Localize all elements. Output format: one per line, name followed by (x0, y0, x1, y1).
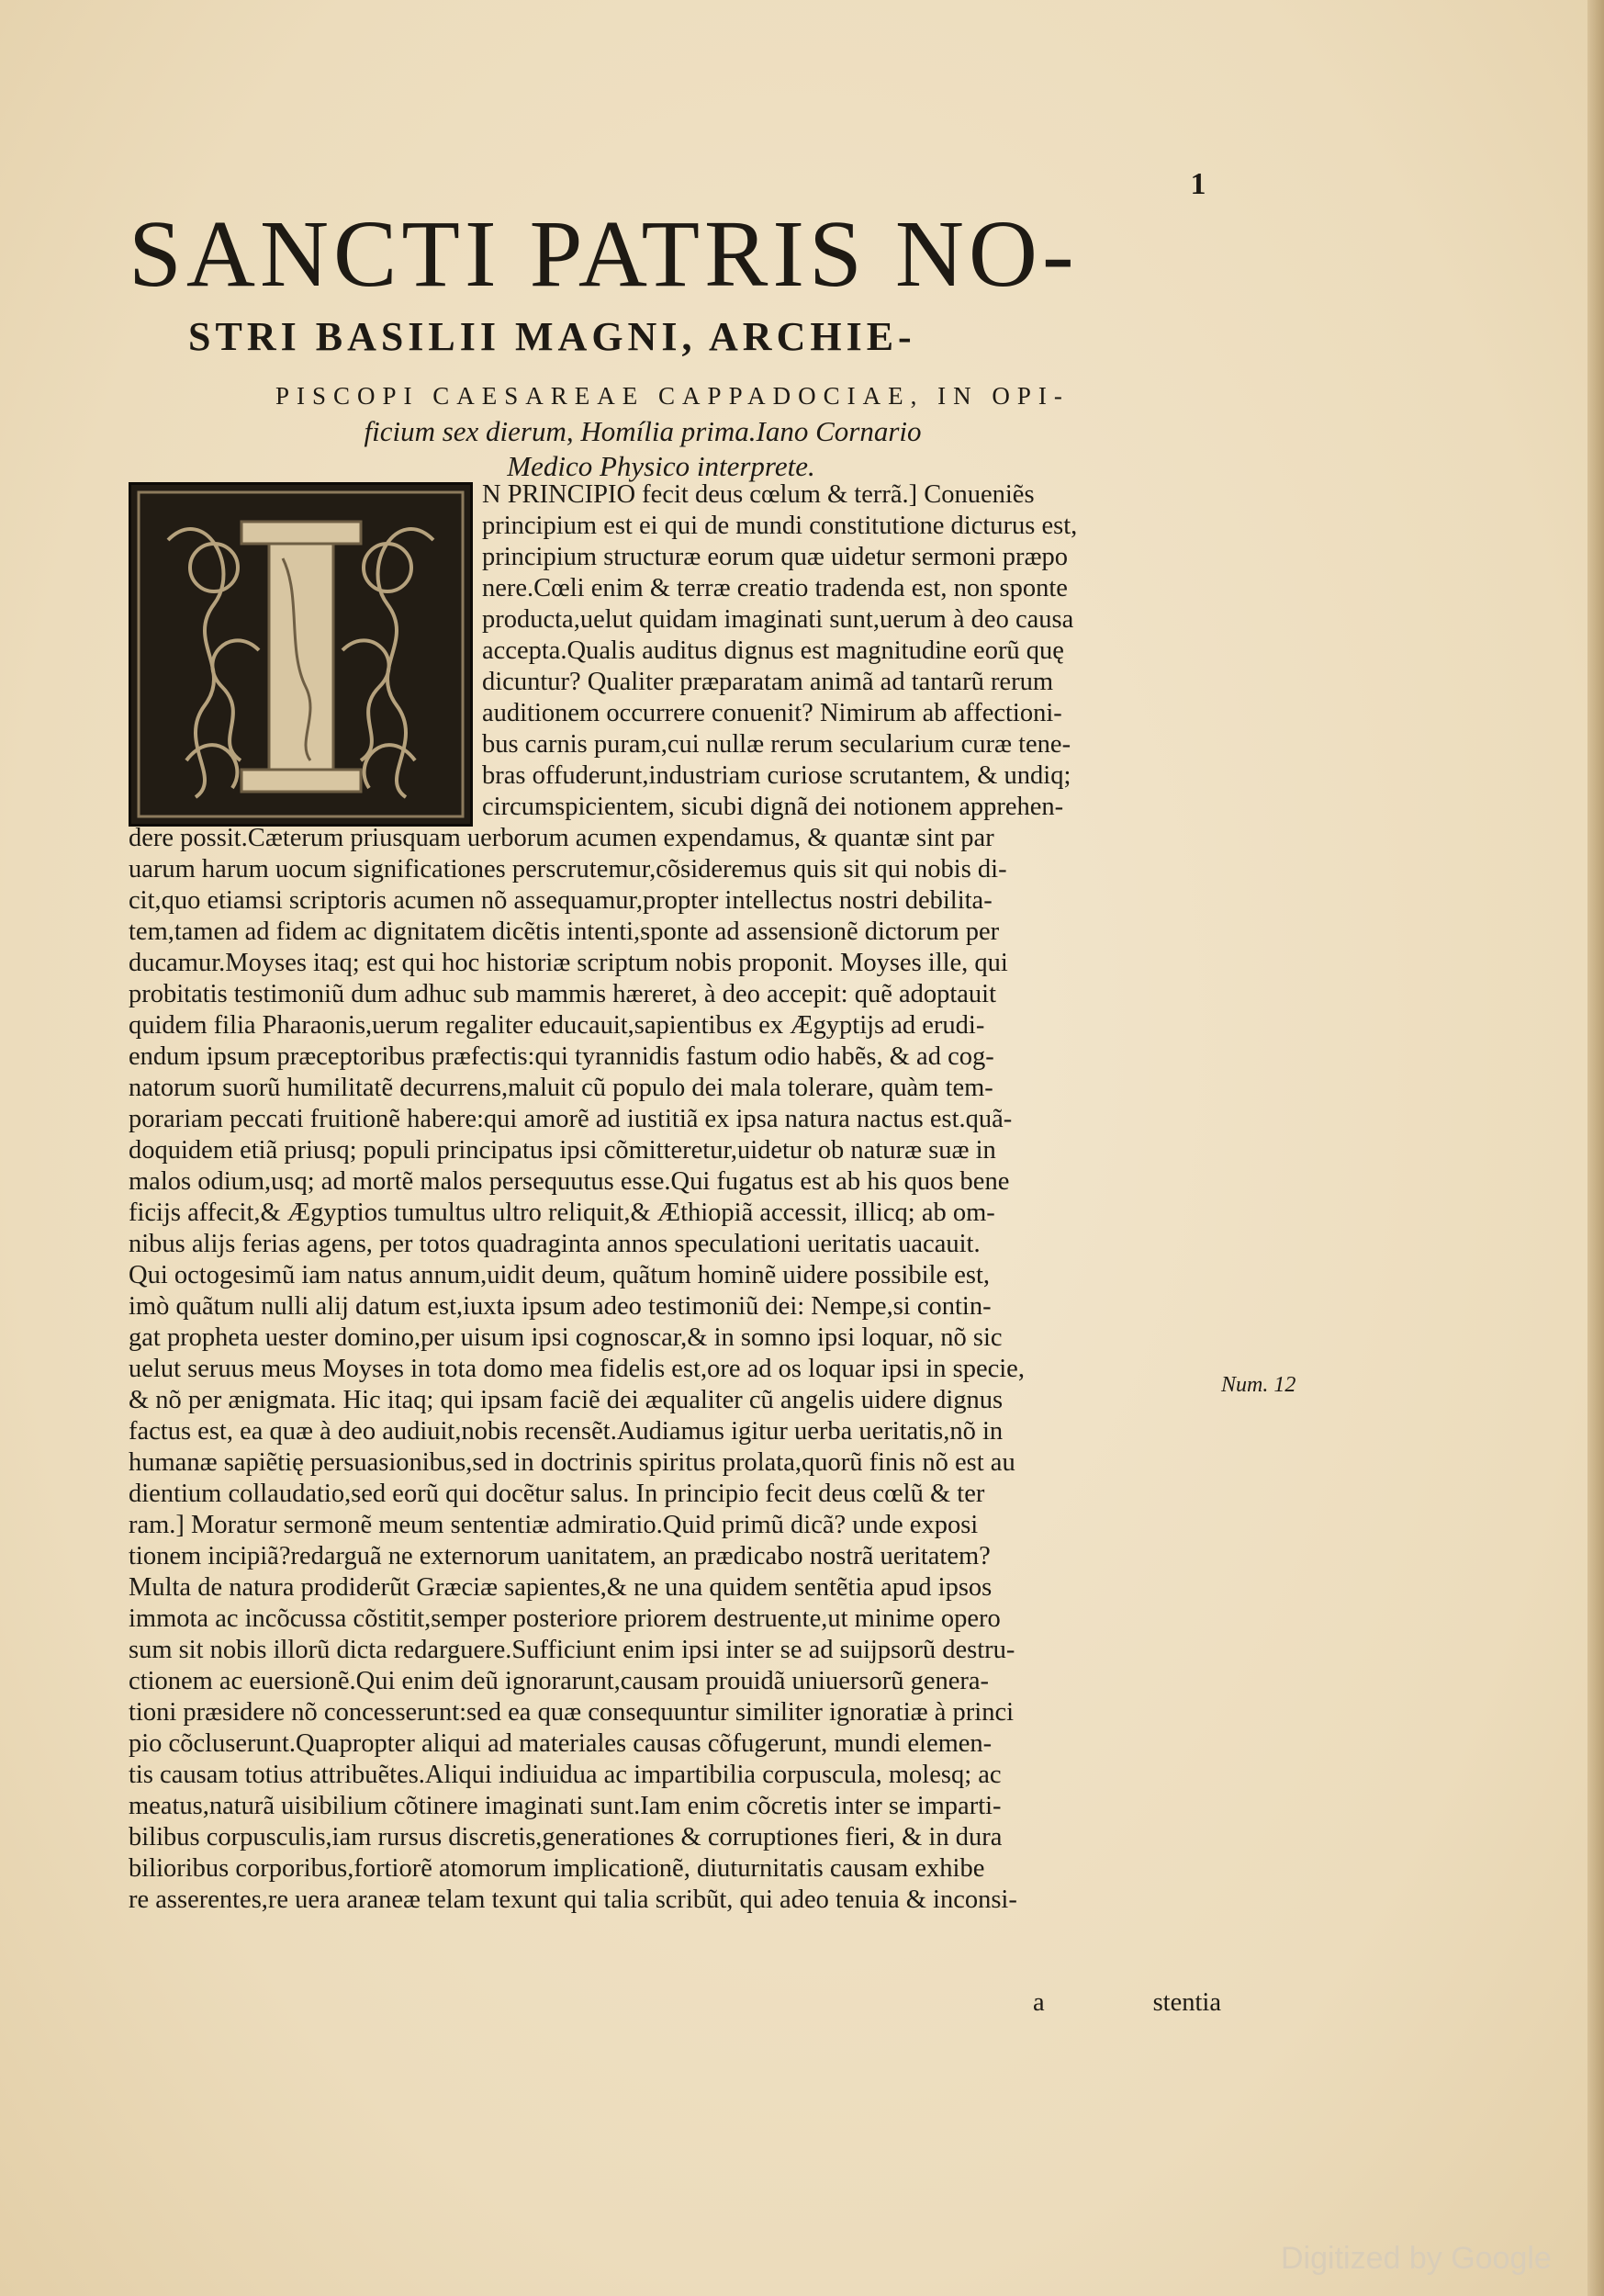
text-line: Multa de natura prodiderũt Græciæ sapientes,& ne una quidem sentẽtia apud ipsos (129, 1573, 993, 1602)
text-line: meatus,naturã uisibilium cõtinere imaginati sunt.Iam enim cõcretis inter se imparti- (129, 1792, 1002, 1820)
text-line: circumspicientem, sicubi dignã dei notionem apprehen- (482, 793, 1064, 821)
title-line-4: ficium sex dierum, Homília prima.Iano Cornario (364, 415, 922, 447)
text-line: ram.] Moratur sermonẽ meum sententiæ admiratio.Quid primũ dicã? unde exposi (129, 1511, 979, 1539)
text-line: ducamur.Moyses itaq; est qui hoc historiæ scriptum nobis proponit. Moyses ille, qui (129, 949, 1008, 977)
text-line: immota ac incõcussa cõstitit,semper posteriore priorem destruente,ut minime opero (129, 1604, 1001, 1633)
text-line: probitatis testimoniũ dum adhuc sub mammis hæreret, à deo accepit: quẽ adoptauit (129, 980, 997, 1008)
signature-and-catchword (1033, 1988, 1221, 2018)
text-line: N PRINCIPIO fecit deus cœlum & terrã.] Conueniẽs (482, 480, 1035, 509)
text-line: re asserentes,re uera araneæ telam texunt qui talia scribũt, qui adeo tenuia & inconsi- (129, 1885, 1017, 1914)
text-line: Qui octogesimũ iam natus annum,uidit deum, quãtum hominẽ uidere possibile est, (129, 1261, 990, 1289)
page-gutter (1587, 0, 1604, 2296)
text-line: auditionem occurrere conuenit? Nimirum ab affectioni- (482, 699, 1062, 727)
text-line: dicuntur? Qualiter præparatam animã ad tantarũ rerum (482, 668, 1053, 696)
text-line: malos odium,usq; ad mortẽ malos persequutus esse.Qui fugatus est ab his quos bene (129, 1167, 1010, 1196)
text-line: gat propheta uester domino,per uisum ipsi cognoscar,& in somno ipsi loquar, nõ sic (129, 1323, 1003, 1352)
text-line: tem,tamen ad fidem ac dignitatem dicẽtis intenti,sponte ad assensionẽ dictorum per (129, 917, 1000, 946)
text-line: & nõ per ænigmata. Hic itaq; qui ipsam faciẽ dei æqualiter cũ angelis uidere dignus (129, 1386, 1004, 1414)
text-line: principium est ei qui de mundi constitutione dicturus est, (482, 512, 1078, 540)
signature-mark: a (1033, 1988, 1045, 2017)
text-line: pio cõcluserunt.Quapropter aliqui ad materiales causas cõfugerunt, mundi elemen- (129, 1729, 993, 1758)
text-line: bus carnis puram,cui nullæ rerum secularium curæ tene- (482, 730, 1071, 759)
text-line: quidem filia Pharaonis,uerum regaliter educauit,sapientibus ex Ægyptijs ad erudi- (129, 1011, 985, 1040)
text-line: ctionem ac euersionẽ.Qui enim deũ ignorarunt,causam prouidã uniuersorũ genera- (129, 1667, 989, 1695)
catchword: stentia (1152, 1988, 1221, 2017)
text-line: natorum suorũ humilitatẽ decurrens,maluit cũ populo dei mala tolerare, quàm tem- (129, 1074, 993, 1102)
text-line: nere.Cœli enim & terræ creatio tradenda est, non sponte (482, 574, 1068, 602)
title-line-5: Medico Physico interprete. (507, 450, 815, 482)
text-line: bilibus corpusculis,iam rursus discretis,generationes & corruptiones fieri, & in dura (129, 1823, 1003, 1851)
text-line: uarum harum uocum significationes perscrutemur,cõsideremus quis sit qui nobis di- (129, 855, 1007, 884)
text-line: porariam peccati fruitionẽ habere:qui amorẽ ad iustitiã ex ipsa natura nactus est.quã- (129, 1105, 1013, 1133)
title-line-2: STRI BASILII MAGNI, ARCHIE- (188, 314, 916, 359)
digitization-watermark: Digitized by Google (1281, 2241, 1552, 2276)
text-line: doquidem etiã priusq; populi principatus ipsi cõmitteretur,uidetur ob naturæ suæ in (129, 1136, 996, 1165)
text-line: producta,uelut quidam imaginati sunt,uerum à deo causa (482, 605, 1074, 634)
text-line: uelut seruus meus Moyses in tota domo mea fidelis est,ore ad os loquar ipsi in specie, (129, 1355, 1025, 1383)
text-line: sum sit nobis illorũ dicta redarguere.Sufficiunt enim ipsi inter se ad suijpsorũ destru- (129, 1636, 1015, 1664)
title-line-1: SANCTI PATRIS NO- (129, 201, 1079, 307)
text-line: imò quãtum nulli alij datum est,iuxta ipsum adeo testimoniũ dei: Nempe,si contin- (129, 1292, 992, 1321)
text-line: accepta.Qualis auditus dignus est magnitudine eorũ quę (482, 636, 1064, 665)
main-text (129, 479, 1221, 1916)
text-line: dientium collaudatio,sed eorũ qui docẽtur salus. In principio fecit deus cœlũ & ter (129, 1480, 985, 1508)
title-line-3: PISCOPI CAESAREAE CAPPADOCIAE, IN OPI- (275, 382, 1070, 410)
text-line: bras offuderunt,industriam curiose scrutantem, & undiq; (482, 761, 1071, 790)
text-line: dere possit.Cæterum priusquam uerborum acumen expendamus, & quantæ sint par (129, 824, 994, 852)
text-line: factus est, ea quæ à deo audiuit,nobis recensẽt.Audiamus igitur uerba ueritatis,nõ in (129, 1417, 1004, 1446)
text-line: principium structuræ eorum quæ uidetur sermoni præpo (482, 543, 1068, 571)
folio-number: 1 (1190, 167, 1206, 201)
text-line: bilioribus corporibus,fortiorẽ atomorum implicationẽ, diuturnitatis causam exhibe (129, 1854, 985, 1883)
text-line: tioni præsidere nõ concesserunt:sed ea quæ consequuntur similiter ignoratiæ à princi (129, 1698, 1015, 1727)
text-line: ficijs affecit,& Ægyptios tumultus ultro reliquit,& Æthiopiã accessit, illicq; ab om- (129, 1199, 995, 1227)
text-line: endum ipsum præceptoribus præfectis:qui tyrannidis fastum odio habẽs, & ad cog- (129, 1042, 994, 1071)
text-line: cit,quo etiamsi scriptoris acumen nõ assequamur,propter intellectus nostri debilita- (129, 886, 993, 915)
text-line: humanæ sapiẽtię persuasionibus,sed in doctrinis spiritus prolata,quorũ finis nõ est au (129, 1448, 1015, 1477)
margin-note: Num. 12 (1221, 1373, 1296, 1397)
text-line: tis causam totius attribuẽtes.Aliqui indiuidua ac impartibilia corpuscula, molesq; ac (129, 1761, 1002, 1789)
text-line: nibus alijs ferias agens, per totos quadraginta annos speculationi ueritatis uacauit. (129, 1230, 981, 1258)
text-line: tionem incipiã?redarguã ne externorum uanitatem, an prædicabo nostrã ueritatem? (129, 1542, 991, 1570)
